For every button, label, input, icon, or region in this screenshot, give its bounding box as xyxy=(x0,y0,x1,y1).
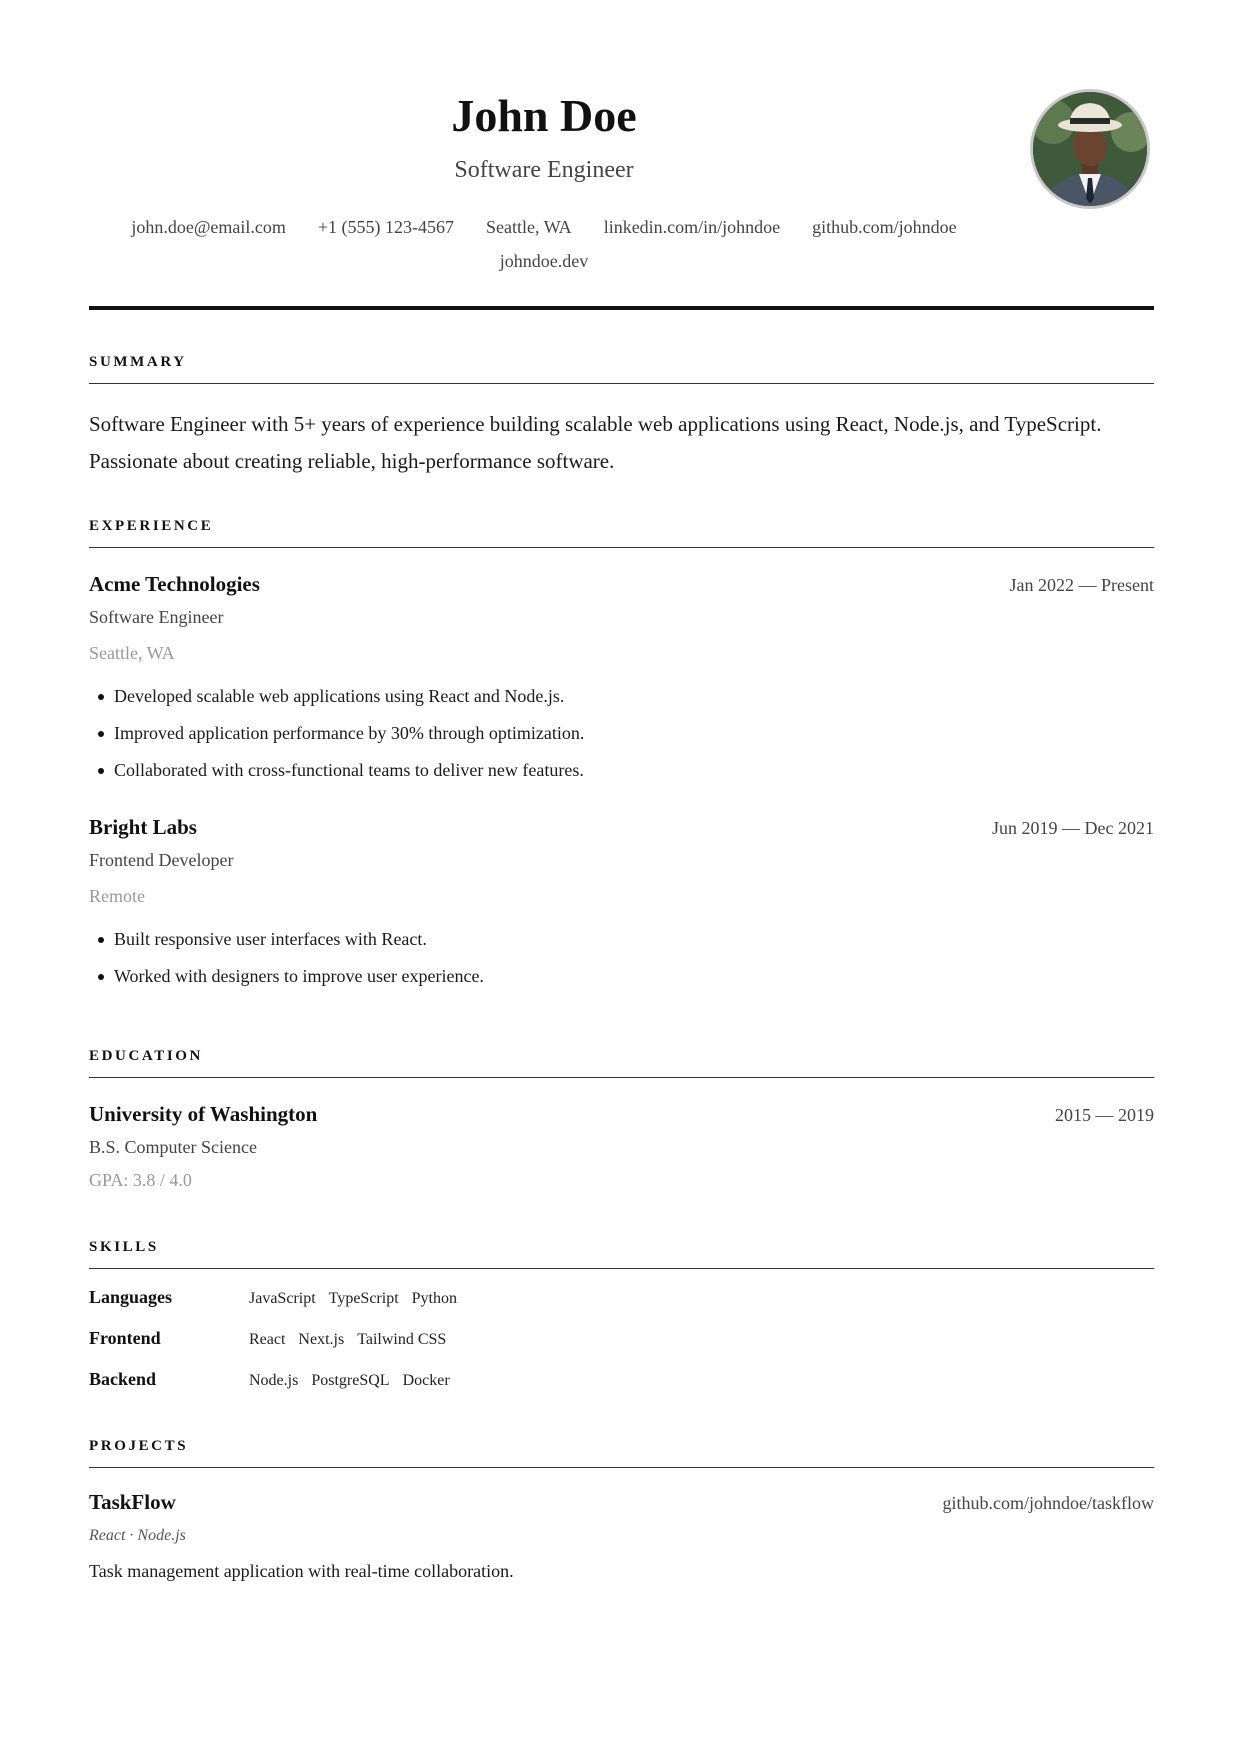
skill-tag: React xyxy=(249,1331,286,1348)
project-name: TaskFlow xyxy=(89,1490,176,1514)
projects-section xyxy=(89,1436,1154,1582)
section-divider xyxy=(89,1467,1154,1468)
job-company: Bright Labs xyxy=(89,815,197,839)
header-divider xyxy=(89,306,1154,310)
job-role: Frontend Developer xyxy=(89,850,234,870)
skill-category: Backend xyxy=(89,1369,157,1389)
candidate-title: Software Engineer xyxy=(454,157,634,183)
education-school: University of Washington xyxy=(89,1102,318,1126)
contact-location: Seattle, WA xyxy=(486,217,572,237)
section-divider xyxy=(89,547,1154,548)
skill-group xyxy=(89,1369,1154,1410)
education-degree: B.S. Computer Science xyxy=(89,1137,257,1157)
contact-email[interactable]: john.doe@email.com xyxy=(131,217,286,237)
education-section xyxy=(89,1046,1154,1191)
resume-header xyxy=(89,0,1154,312)
job-dates: Jan 2022 — Present xyxy=(1009,575,1154,595)
resume-page xyxy=(89,0,1154,1581)
job-bullets xyxy=(89,678,1154,789)
job-entry xyxy=(89,815,1154,995)
job-header xyxy=(89,572,1154,597)
summary-section xyxy=(89,352,1154,480)
projects-heading: PROJECTS xyxy=(89,1438,189,1454)
skill-group xyxy=(89,1287,1154,1328)
project-description: Task management application with real-time collaboration. xyxy=(89,1561,514,1581)
project-entry xyxy=(89,1490,1154,1582)
profile-photo-illustration xyxy=(1033,92,1147,206)
job-bullet: Improved application performance by 30% through optimization. xyxy=(114,715,1154,752)
job-header xyxy=(89,815,1154,840)
contact-website[interactable]: johndoe.dev xyxy=(499,251,589,271)
job-role: Software Engineer xyxy=(89,607,224,627)
education-header xyxy=(89,1102,1154,1127)
candidate-name: John Doe xyxy=(451,90,637,141)
skill-tag: TypeScript xyxy=(328,1290,399,1307)
skill-items xyxy=(249,1372,450,1390)
contact-phone[interactable]: +1 (555) 123-4567 xyxy=(317,217,455,237)
contact-linkedin[interactable]: linkedin.com/in/johndoe xyxy=(603,217,781,237)
job-bullets xyxy=(89,921,1154,995)
project-header xyxy=(89,1490,1154,1515)
job-entry xyxy=(89,572,1154,789)
skill-tag: Docker xyxy=(402,1372,450,1389)
skill-tag: PostgreSQL xyxy=(311,1372,390,1389)
project-link[interactable]: github.com/johndoe/taskflow xyxy=(942,1493,1154,1513)
job-bullet: Developed scalable web applications using React and Node.js. xyxy=(114,678,1154,715)
skills-list xyxy=(89,1287,1154,1410)
section-divider xyxy=(89,1077,1154,1078)
section-divider xyxy=(89,1268,1154,1269)
profile-photo xyxy=(1030,89,1150,209)
job-company: Acme Technologies xyxy=(89,572,260,596)
job-bullet: Built responsive user interfaces with React. xyxy=(114,921,1154,958)
skill-category: Languages xyxy=(89,1287,173,1307)
skill-tag: Next.js xyxy=(298,1331,345,1348)
skill-tag: Python xyxy=(411,1290,457,1307)
education-heading: EDUCATION xyxy=(89,1048,203,1064)
contact-list xyxy=(89,214,999,274)
job-location: Remote xyxy=(89,886,145,906)
job-bullet: Worked with designers to improve user experience. xyxy=(114,958,1154,995)
skills-section xyxy=(89,1237,1154,1410)
skill-category: Frontend xyxy=(89,1328,161,1348)
summary-heading: SUMMARY xyxy=(89,354,187,370)
education-gpa: GPA: 3.8 / 4.0 xyxy=(89,1170,192,1190)
skill-group xyxy=(89,1328,1154,1369)
skill-tag: JavaScript xyxy=(249,1290,316,1307)
skill-items xyxy=(249,1290,457,1308)
job-dates: Jun 2019 — Dec 2021 xyxy=(992,818,1154,838)
experience-section xyxy=(89,516,1154,995)
education-entry xyxy=(89,1102,1154,1191)
summary-text: Software Engineer with 5+ years of experience building scalable web applications using React, Node.js, and TypeScript. Passionate about creating reliable, high-performance software. xyxy=(89,412,1102,473)
experience-heading: EXPERIENCE xyxy=(89,518,214,534)
education-dates: 2015 — 2019 xyxy=(1055,1105,1154,1125)
skill-tag: Node.js xyxy=(249,1372,299,1389)
skill-items xyxy=(249,1331,446,1349)
contact-github[interactable]: github.com/johndoe xyxy=(812,217,957,237)
job-bullet: Collaborated with cross-functional teams to deliver new features. xyxy=(114,752,1154,789)
skills-heading: SKILLS xyxy=(89,1239,159,1255)
project-tech: React · Node.js xyxy=(89,1527,186,1544)
section-divider xyxy=(89,383,1154,384)
skill-tag: Tailwind CSS xyxy=(357,1331,447,1348)
job-location: Seattle, WA xyxy=(89,643,175,663)
